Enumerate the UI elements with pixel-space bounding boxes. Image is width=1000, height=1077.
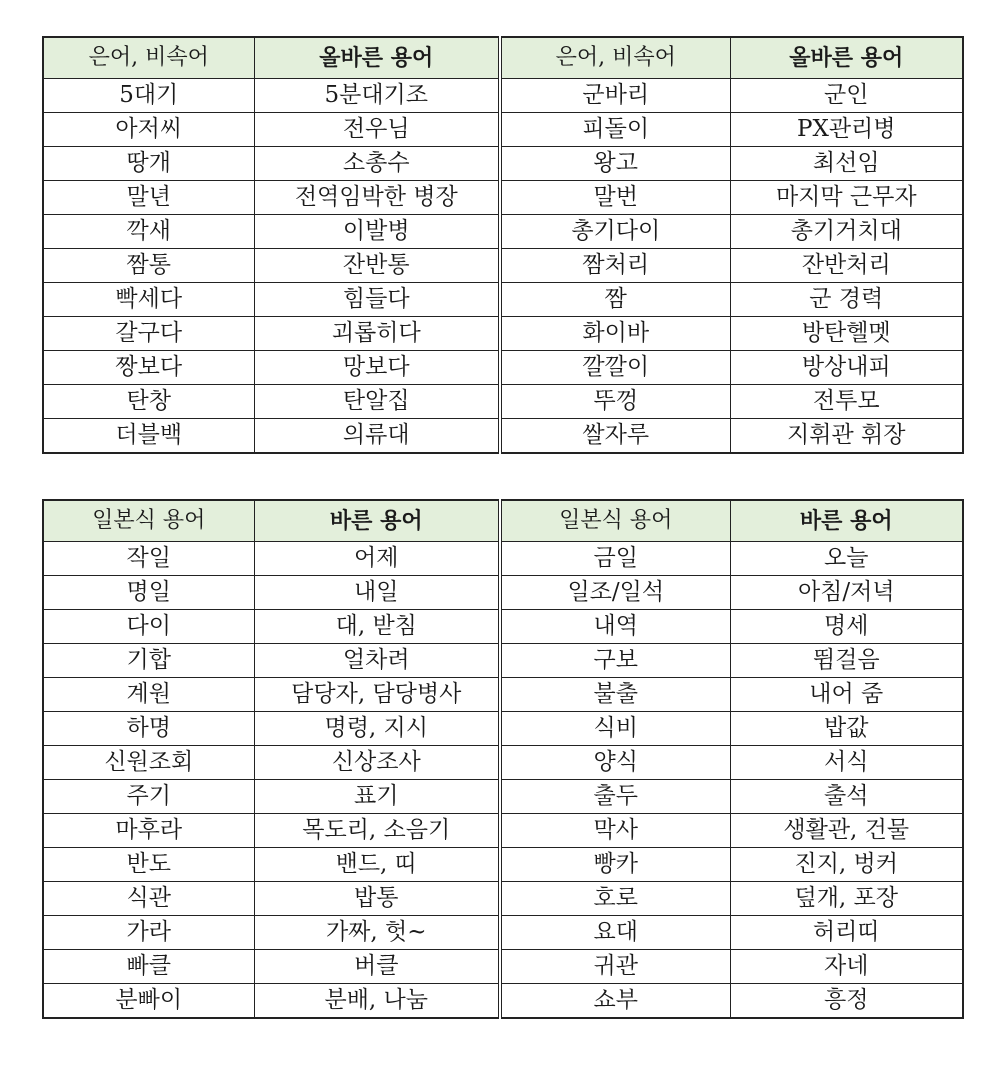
table-cell: 호로: [500, 882, 730, 916]
header-cell-correct-term: 바른 용어: [730, 500, 963, 542]
table-cell: 흥정: [730, 984, 963, 1019]
table-cell: 분빠이: [43, 984, 254, 1019]
table-body: [43, 79, 963, 454]
table-cell: 일조/일석: [500, 576, 730, 610]
table-cell: 담당자, 담당병사: [254, 678, 500, 712]
table-cell: 오늘: [730, 542, 963, 576]
table-cell: 깍새: [43, 215, 254, 249]
header-cell-japanese-term: 일본식 용어: [500, 500, 730, 542]
table-cell: 아침/저녁: [730, 576, 963, 610]
table-cell: 탄알집: [254, 385, 500, 419]
table-cell: 자네: [730, 950, 963, 984]
table-cell: 잔반통: [254, 249, 500, 283]
table-cell: 출두: [500, 780, 730, 814]
table-row: [43, 610, 963, 644]
table-cell: 서식: [730, 746, 963, 780]
table-cell: 짬: [500, 283, 730, 317]
table-cell: 가라: [43, 916, 254, 950]
table-cell: 분배, 나눔: [254, 984, 500, 1019]
table-cell: 내어 줌: [730, 678, 963, 712]
table-cell: 말년: [43, 181, 254, 215]
table-cell: 의류대: [254, 419, 500, 454]
table-cell: 불출: [500, 678, 730, 712]
table-cell: 짱보다: [43, 351, 254, 385]
table-row: [43, 181, 963, 215]
table-cell: 쌀자루: [500, 419, 730, 454]
table-cell: 망보다: [254, 351, 500, 385]
table-row: [43, 215, 963, 249]
table-row: [43, 814, 963, 848]
table-cell: 내일: [254, 576, 500, 610]
table-cell: 빠클: [43, 950, 254, 984]
table-row: [43, 984, 963, 1019]
table-cell: 방상내피: [730, 351, 963, 385]
table-row: [43, 79, 963, 113]
table-cell: 요대: [500, 916, 730, 950]
table-cell: 소총수: [254, 147, 500, 181]
table-cell: 괴롭히다: [254, 317, 500, 351]
table-cell: 군인: [730, 79, 963, 113]
table-cell: 덮개, 포장: [730, 882, 963, 916]
table-cell: 대, 받침: [254, 610, 500, 644]
table-cell: 막사: [500, 814, 730, 848]
header-row: [43, 37, 963, 79]
table-cell: 힘들다: [254, 283, 500, 317]
table-cell: 진지, 벙커: [730, 848, 963, 882]
header-cell-correct-term: 올바른 용어: [730, 37, 963, 79]
table-cell: 짬통: [43, 249, 254, 283]
table-cell: 아저씨: [43, 113, 254, 147]
table-cell: 전우님: [254, 113, 500, 147]
header-row: [43, 500, 963, 542]
table-row: [43, 576, 963, 610]
table-cell: 잔반처리: [730, 249, 963, 283]
table-cell: 내역: [500, 610, 730, 644]
table-row: [43, 712, 963, 746]
table-cell: 빡세다: [43, 283, 254, 317]
table-cell: 방탄헬멧: [730, 317, 963, 351]
table-cell: 하명: [43, 712, 254, 746]
table-cell: 짬처리: [500, 249, 730, 283]
table-cell: 어제: [254, 542, 500, 576]
table-cell: 최선임: [730, 147, 963, 181]
table-row: [43, 113, 963, 147]
table-body: [43, 542, 963, 1019]
table-cell: 버클: [254, 950, 500, 984]
table-cell: 갈구다: [43, 317, 254, 351]
table-row: [43, 848, 963, 882]
table-cell: 가짜, 헛~: [254, 916, 500, 950]
table-cell: 마후라: [43, 814, 254, 848]
table-header: [43, 37, 963, 79]
table-cell: 5대기: [43, 79, 254, 113]
table-cell: 밴드, 띠: [254, 848, 500, 882]
table-cell: 군바리: [500, 79, 730, 113]
table-row: [43, 542, 963, 576]
table-cell: 허리띠: [730, 916, 963, 950]
table-cell: 기합: [43, 644, 254, 678]
table-cell: 전투모: [730, 385, 963, 419]
table-cell: 얼차려: [254, 644, 500, 678]
table-row: [43, 351, 963, 385]
table-cell: 구보: [500, 644, 730, 678]
table-cell: 지휘관 휘장: [730, 419, 963, 454]
table-cell: 땅개: [43, 147, 254, 181]
table-row: [43, 950, 963, 984]
table-header: [43, 500, 963, 542]
table-row: [43, 317, 963, 351]
table-row: [43, 283, 963, 317]
table-cell: 탄창: [43, 385, 254, 419]
table-cell: 계원: [43, 678, 254, 712]
header-cell-slang: 은어, 비속어: [43, 37, 254, 79]
table-cell: 식비: [500, 712, 730, 746]
table-cell: 금일: [500, 542, 730, 576]
table-cell: 주기: [43, 780, 254, 814]
table-row: [43, 882, 963, 916]
table-cell: 생활관, 건물: [730, 814, 963, 848]
table-cell: 표기: [254, 780, 500, 814]
header-cell-slang: 은어, 비속어: [500, 37, 730, 79]
table-cell: 출석: [730, 780, 963, 814]
table-cell: 마지막 근무자: [730, 181, 963, 215]
table-cell: 화이바: [500, 317, 730, 351]
table-cell: 작일: [43, 542, 254, 576]
table-row: [43, 147, 963, 181]
table-cell: 명세: [730, 610, 963, 644]
table-cell: 더블백: [43, 419, 254, 454]
table-cell: 명일: [43, 576, 254, 610]
table-cell: 총기다이: [500, 215, 730, 249]
japanese-terms-table: [42, 499, 964, 1019]
table-cell: 이발병: [254, 215, 500, 249]
table-cell: 밥통: [254, 882, 500, 916]
table-cell: 반도: [43, 848, 254, 882]
table-cell: 목도리, 소음기: [254, 814, 500, 848]
header-cell-correct-term: 바른 용어: [254, 500, 500, 542]
table-cell: 전역임박한 병장: [254, 181, 500, 215]
table-row: [43, 419, 963, 454]
table-cell: 뚜껑: [500, 385, 730, 419]
table-cell: 신상조사: [254, 746, 500, 780]
table-cell: 뜀걸음: [730, 644, 963, 678]
table-cell: 빵카: [500, 848, 730, 882]
table-cell: 말번: [500, 181, 730, 215]
header-cell-correct-term: 올바른 용어: [254, 37, 500, 79]
table-row: [43, 644, 963, 678]
table-cell: 귀관: [500, 950, 730, 984]
table-cell: 양식: [500, 746, 730, 780]
table-cell: PX관리병: [730, 113, 963, 147]
table-row: [43, 385, 963, 419]
table-row: [43, 916, 963, 950]
table-cell: 다이: [43, 610, 254, 644]
table-cell: 깔깔이: [500, 351, 730, 385]
table-cell: 군 경력: [730, 283, 963, 317]
table-cell: 신원조회: [43, 746, 254, 780]
table-cell: 식관: [43, 882, 254, 916]
table-row: [43, 678, 963, 712]
table-row: [43, 746, 963, 780]
table-row: [43, 780, 963, 814]
slang-terms-table: [42, 36, 964, 454]
table-cell: 명령, 지시: [254, 712, 500, 746]
table-cell: 5분대기조: [254, 79, 500, 113]
table-cell: 쇼부: [500, 984, 730, 1019]
header-cell-japanese-term: 일본식 용어: [43, 500, 254, 542]
table-cell: 총기거치대: [730, 215, 963, 249]
table-cell: 왕고: [500, 147, 730, 181]
table-row: [43, 249, 963, 283]
table-cell: 피돌이: [500, 113, 730, 147]
table-cell: 밥값: [730, 712, 963, 746]
